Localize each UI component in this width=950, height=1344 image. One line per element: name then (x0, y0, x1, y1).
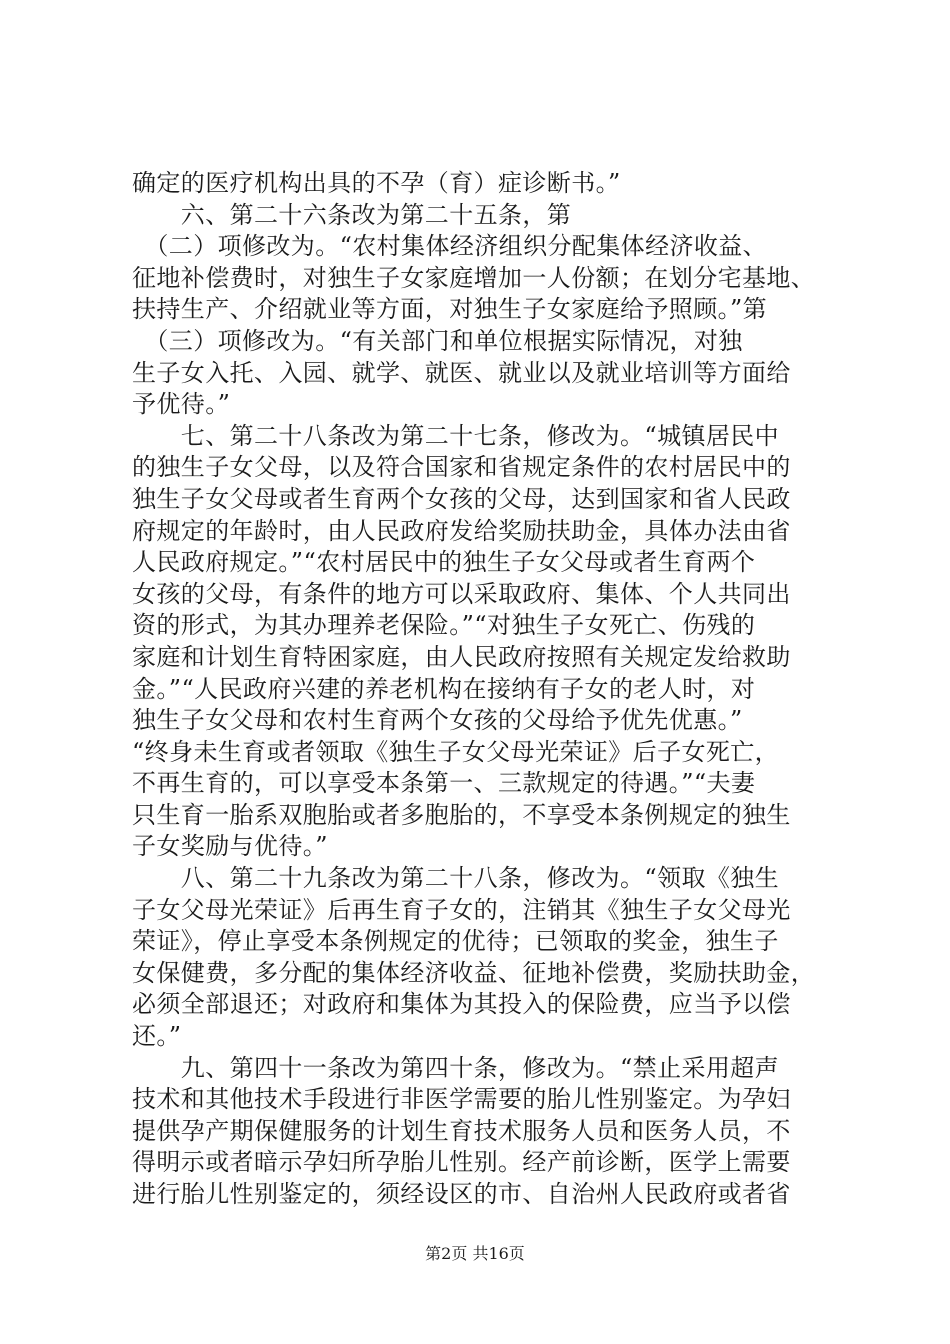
text-line: 荣证》，停止享受本条例规定的优待；已领取的奖金，独生子 (132, 927, 779, 956)
text-line: 独生子女父母或者生育两个女孩的父母，达到国家和省人民政 (132, 484, 791, 513)
text-line: 扶持生产、介绍就业等方面，对独生子女家庭给予照顾。”第 (132, 295, 768, 324)
text-line: 只生育一胎系双胞胎或者多胞胎的，不享受本条例规定的独生 (132, 800, 791, 829)
text-line: 资的形式，为其办理养老保险。”“对独生子女死亡、伤残的 (132, 611, 756, 640)
document-body (132, 168, 832, 1211)
text-line: 子女奖励与优待。” (132, 832, 328, 861)
text-line: 还。” (132, 1022, 182, 1051)
text-line: 生子女入托、入园、就学、就医、就业以及就业培训等方面给 (132, 358, 791, 387)
text-line: 府规定的年龄时，由人民政府发给奖励扶助金，具体办法由省 (132, 516, 791, 545)
text-line: 进行胎儿性别鉴定的，须经设区的市、自治州人民政府或者省 (132, 1180, 791, 1208)
text-line: 的独生子女父母，以及符合国家和省规定条件的农村居民中的 (132, 453, 791, 482)
text-line: 独生子女父母和农村生育两个女孩的父母给予优先优惠。” (132, 706, 743, 735)
text-line: 七、第二十八条改为第二十七条，修改为。“城镇居民中 (132, 421, 780, 450)
text-line: （三）项修改为。“有关部门和单位根据实际情况，对独 (132, 326, 743, 355)
text-line: 必须全部退还；对政府和集体为其投入的保险费，应当予以偿 (132, 990, 791, 1019)
text-line: “终身未生育或者领取《独生子女父母光荣证》后子女死亡， (132, 737, 780, 766)
text-line: 人民政府规定。”“农村居民中的独生子女父母或者生育两个 (132, 548, 756, 577)
text-line: 技术和其他技术手段进行非医学需要的胎儿性别鉴定。为孕妇 (132, 1085, 791, 1114)
text-line: 家庭和计划生育特困家庭，由人民政府按照有关规定发给救助 (132, 642, 791, 671)
text-line: 征地补偿费时，对独生子女家庭增加一人份额；在划分宅基地、 (132, 263, 816, 292)
page-number-footer: 第2页 共16页 (425, 1244, 525, 1263)
text-line: 不再生育的，可以享受本条第一、三款规定的待遇。”“夫妻 (132, 769, 756, 798)
text-line: 金。”“人民政府兴建的养老机构在接纳有子女的老人时，对 (132, 674, 756, 703)
text-line: 九、第四十一条改为第四十条，修改为。“禁止采用超声 (132, 1053, 780, 1082)
text-line: （二）项修改为。“农村集体经济组织分配集体经济收益、 (132, 232, 768, 261)
text-line: 予优待。” (132, 390, 231, 419)
text-line: 六、第二十六条改为第二十五条，第 (132, 200, 572, 229)
text-line: 得明示或者暗示孕妇所孕胎儿性别。经产前诊断，医学上需要 (132, 1148, 791, 1177)
text-line: 八、第二十九条改为第二十八条，修改为。“领取《独生 (132, 864, 780, 893)
text-line: 提供孕产期保健服务的计划生育技术服务人员和医务人员，不 (132, 1116, 791, 1145)
text-line: 女保健费，多分配的集体经济收益、征地补偿费，奖励扶助金， (132, 958, 816, 987)
text-line: 确定的医疗机构出具的不孕（育）症诊断书。” (132, 169, 621, 197)
text-line: 子女父母光荣证》后再生育子女的，注销其《独生子女父母光 (132, 895, 791, 924)
text-line: 女孩的父母，有条件的地方可以采取政府、集体、个人共同出 (132, 579, 791, 608)
